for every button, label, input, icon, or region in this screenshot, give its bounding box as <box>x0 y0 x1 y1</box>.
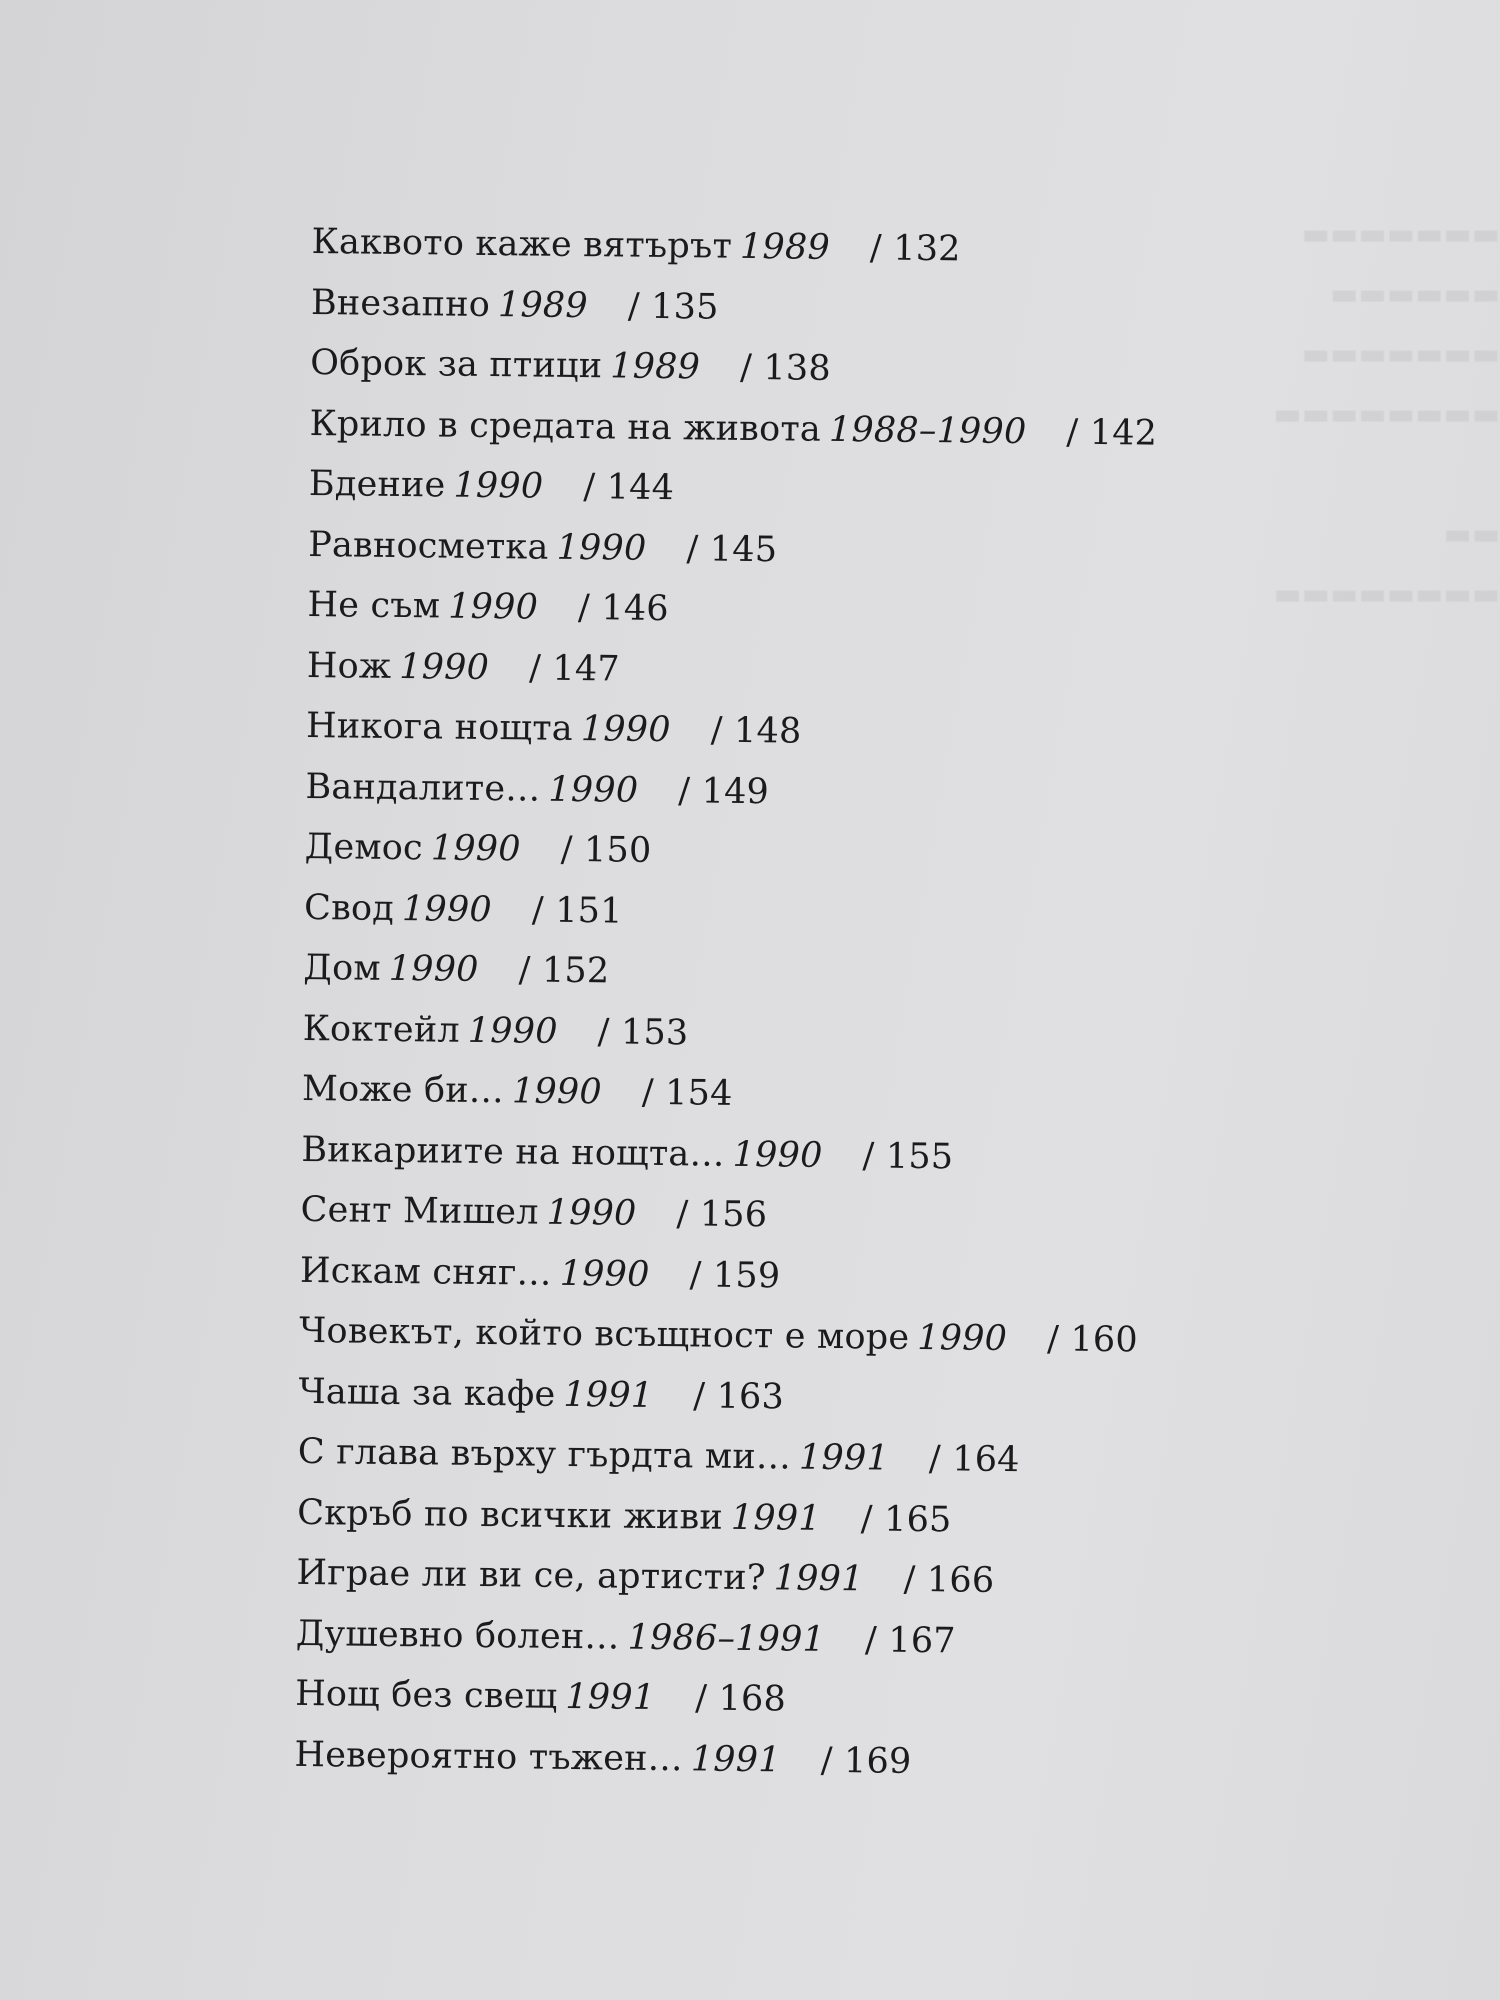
entry-title: Може би… <box>301 1068 505 1112</box>
entry-page-number: / 165 <box>860 1498 952 1540</box>
entry-year: 1989 <box>739 226 831 268</box>
entry-title: Внезапно <box>310 282 491 325</box>
entry-year: 1990 <box>559 1253 650 1295</box>
entry-title: Никога нощта <box>305 705 574 749</box>
entry-year: 1988–1990 <box>828 409 1027 452</box>
entry-page-number: / 145 <box>686 528 778 570</box>
entry-page-number: / 156 <box>676 1194 768 1236</box>
entry-year: 1990 <box>917 1317 1008 1359</box>
toc-entry <box>307 575 1308 647</box>
entry-title: Бдение <box>308 463 446 506</box>
entry-page-number: / 163 <box>693 1375 785 1417</box>
entry-title: Човекът, който всъщност е море <box>299 1310 910 1358</box>
entry-year: 1990 <box>399 646 490 688</box>
toc-entry <box>297 1482 1298 1554</box>
bleed-through-text: ▬▬▬▬▬▬▬ ▬▬▬▬▬▬ ▬▬▬▬▬▬▬ ▬▬▬▬▬▬▬▬ ▬▬ ▬▬▬▬▬▬▬▬ <box>1273 217 1500 612</box>
entry-page-number: / 164 <box>928 1439 1020 1481</box>
entry-page-number: / 154 <box>641 1072 733 1114</box>
entry-year: 1990 <box>430 828 521 870</box>
entry-title: Коктейл <box>302 1008 461 1051</box>
entry-year: 1990 <box>453 465 544 507</box>
entry-title: Искам сняг… <box>299 1250 552 1294</box>
entry-page-number: / 166 <box>903 1559 995 1601</box>
entry-page-number: / 138 <box>739 347 832 389</box>
entry-title: Не съм <box>307 584 441 627</box>
entry-title: Нож <box>306 645 392 687</box>
toc-entry <box>309 393 1310 465</box>
entry-title: Играе ли ви се, артисти? <box>296 1552 766 1599</box>
toc-entry <box>305 756 1306 828</box>
toc-entry <box>304 877 1305 949</box>
entry-title: Вандалите… <box>305 766 541 810</box>
toc-entry <box>309 454 1310 526</box>
toc-entry <box>302 1059 1303 1131</box>
toc-entry <box>301 1119 1302 1191</box>
toc-entry <box>307 635 1308 707</box>
entry-page-number: / 153 <box>597 1011 689 1053</box>
entry-page-number: / 135 <box>627 286 719 328</box>
entry-page-number: / 168 <box>695 1678 787 1720</box>
toc-entry <box>300 1180 1301 1252</box>
entry-title: Демос <box>304 826 424 869</box>
entry-year: 1990 <box>388 948 479 990</box>
toc-entry <box>311 272 1312 344</box>
entry-year: 1990 <box>511 1071 603 1113</box>
toc-entry <box>311 212 1312 284</box>
entry-page-number: / 155 <box>862 1135 954 1177</box>
toc-entry <box>298 1422 1299 1494</box>
entry-year: 1990 <box>548 769 639 811</box>
entry-title: Скръб по всички живи <box>297 1492 724 1538</box>
toc-entry <box>295 1664 1296 1736</box>
entry-title: С глава върху гърдта ми… <box>297 1431 792 1478</box>
entry-year: 1990 <box>732 1134 823 1176</box>
entry-title: Крило в средата на живота <box>309 403 822 450</box>
entry-page-number: / 160 <box>1046 1319 1139 1361</box>
toc-entry <box>306 696 1307 768</box>
toc-entry <box>299 1301 1300 1373</box>
entry-page-number: / 144 <box>583 467 675 509</box>
entry-page-number: / 147 <box>528 647 621 690</box>
entry-page-number: / 146 <box>577 588 670 630</box>
entry-page-number: / 142 <box>1066 412 1158 454</box>
toc-entry <box>304 817 1305 889</box>
entry-year: 1990 <box>467 1010 558 1052</box>
entry-title: Свод <box>303 887 395 929</box>
entry-page-number: / 132 <box>869 228 961 270</box>
toc-entry <box>298 1361 1299 1433</box>
entry-page-number: / 148 <box>710 710 802 752</box>
toc-entry <box>296 1603 1297 1675</box>
entry-title: Оброк за птици <box>310 342 603 387</box>
entry-page-number: / 159 <box>689 1254 781 1296</box>
entry-page-number: / 169 <box>820 1740 912 1782</box>
entry-title: Равносметка <box>308 524 549 568</box>
entry-year: 1991 <box>690 1738 781 1780</box>
entry-page-number: / 149 <box>678 770 770 812</box>
entry-year: 1990 <box>546 1192 637 1234</box>
entry-year: 1991 <box>565 1676 656 1718</box>
entry-year: 1989 <box>497 284 589 326</box>
toc-entry <box>303 938 1304 1010</box>
entry-year: 1991 <box>730 1497 822 1539</box>
entry-year: 1986–1991 <box>627 1617 826 1660</box>
entry-title: Сент Мишел <box>300 1189 539 1233</box>
entry-page-number: / 167 <box>864 1619 956 1661</box>
entry-year: 1991 <box>563 1374 654 1416</box>
entry-title: Невероятно тъжен… <box>294 1734 684 1779</box>
entry-year: 1990 <box>401 888 493 930</box>
entry-title: Нощ без свещ <box>294 1673 558 1717</box>
entry-title: Душевно болен… <box>295 1613 620 1658</box>
entry-year: 1990 <box>556 527 647 569</box>
entry-year: 1991 <box>798 1437 890 1479</box>
entry-year: 1991 <box>773 1558 864 1600</box>
entry-title: Дом <box>303 947 382 989</box>
entry-page-number: / 152 <box>518 950 610 992</box>
entry-year: 1990 <box>447 586 539 628</box>
entry-title: Каквото каже вятърът <box>311 221 733 267</box>
toc-entry <box>296 1543 1297 1615</box>
toc-entry <box>294 1724 1295 1796</box>
entry-title: Викариите на нощта… <box>301 1129 725 1175</box>
toc-entry <box>300 1240 1301 1312</box>
entry-page-number: / 151 <box>531 890 623 932</box>
table-of-contents <box>294 212 1312 1796</box>
entry-title: Чаша за кафе <box>298 1371 556 1415</box>
toc-entry <box>308 514 1309 586</box>
entry-year: 1989 <box>610 346 701 388</box>
entry-page-number: / 150 <box>560 829 652 871</box>
toc-entry <box>302 998 1303 1070</box>
toc-entry <box>310 333 1311 405</box>
entry-year: 1990 <box>580 709 671 751</box>
